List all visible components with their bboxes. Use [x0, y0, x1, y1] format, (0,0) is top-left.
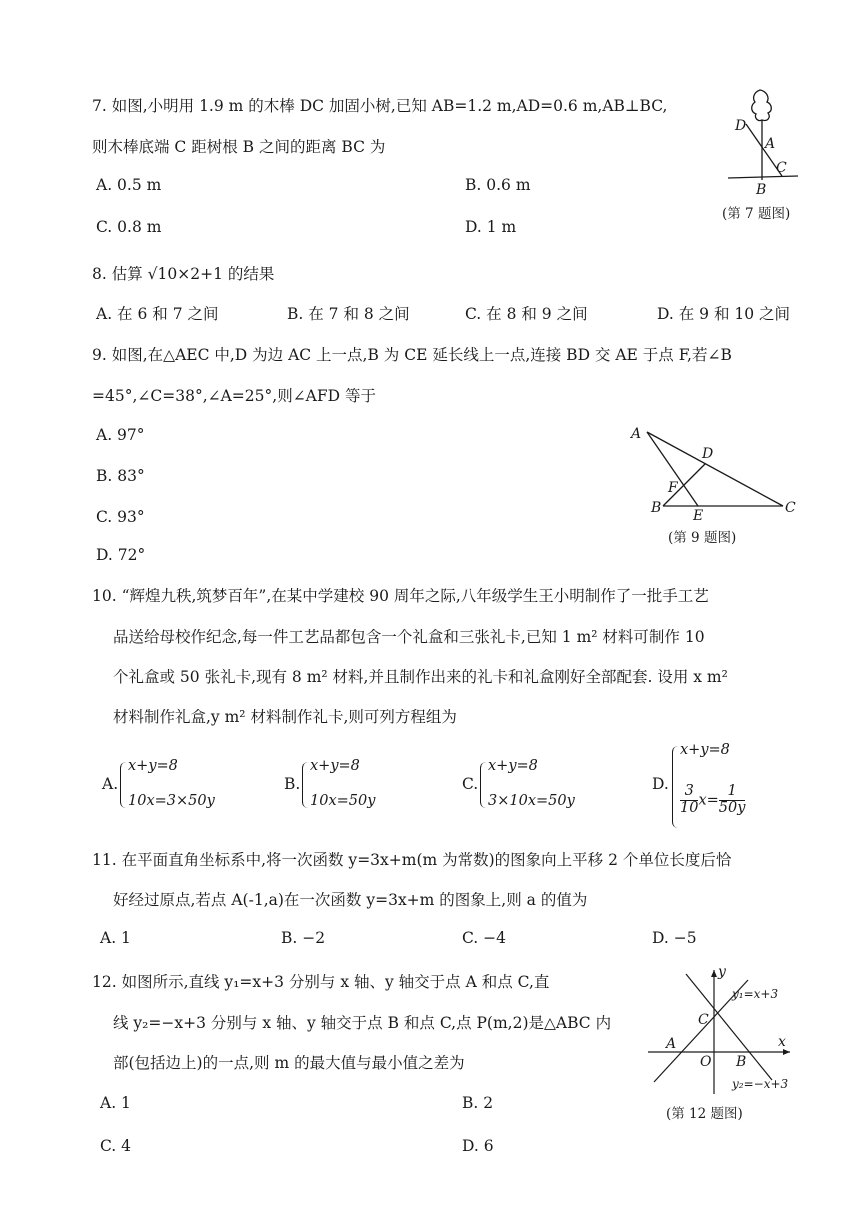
q12-fig-label-y1: y₁=x+3 — [732, 987, 779, 1001]
q10-option-d-eq1: x+y=8 — [680, 742, 730, 758]
tree-crown-shape — [752, 90, 772, 121]
q12-fig-label-a: A — [666, 1036, 677, 1052]
q12-option-c: C. 4 — [100, 1137, 132, 1155]
q9-fig-label-a: A — [631, 426, 642, 442]
q10-line2: 品送给母校作纪念,每一件工艺品都包含一个礼盒和三张礼卡,已知 1 m² 材料可制作 10 — [113, 628, 705, 646]
fraction-right: $\frac{1}{50y}$ — [718, 783, 746, 816]
q12-fig-label-b: B — [736, 1054, 747, 1070]
q11-line1: 11. 在平面直角坐标系中,将一次函数 y=3x+m(m 为常数)的图象向上平移 2 个单位长度后恰 — [92, 851, 732, 869]
q11-line2: 好经过原点,若点 A(-1,a)在一次函数 y=3x+m 的图象上,则 a 的值为 — [113, 891, 588, 909]
q12-fig-label-y2: y₂=−x+3 — [732, 1077, 789, 1091]
q9-option-d: D. 72° — [96, 546, 146, 564]
q12-line2: 线 y₂=−x+3 分别与 x 轴、y 轴交于点 B 和点 C,点 P(m,2)是△ABC 内 — [113, 1014, 612, 1032]
q12-fig-label-o: O — [700, 1054, 712, 1070]
q8-option-d: D. 在 9 和 10 之间 — [657, 305, 791, 323]
q12-fig-label-y: y — [718, 966, 726, 980]
q10-option-c-eq1: x+y=8 — [488, 758, 538, 774]
q8-option-c: C. 在 8 和 9 之间 — [465, 305, 588, 323]
q9-fig-label-c: C — [785, 500, 796, 516]
q11-option-b: B. −2 — [281, 929, 326, 947]
q7-fig-label-c: C — [776, 160, 787, 176]
q9-line1: 9. 如图,在△AEC 中,D 为边 AC 上一点,B 为 CE 延长线上一点,连接 BD 交 AE 于点 F,若∠B — [92, 346, 732, 364]
q10-line1: 10. “辉煌九秩,筑梦百年”,在某中学建校 90 周年之际,八年级学生王小明制作了一批手工艺 — [92, 587, 709, 605]
q10-option-c-label: C. — [462, 775, 479, 793]
q9-fig-label-f: F — [668, 480, 678, 496]
q8-option-b: B. 在 7 和 8 之间 — [287, 305, 410, 323]
q11-option-a: A. 1 — [100, 929, 131, 947]
q9-option-c: C. 93° — [96, 508, 145, 526]
q7-figure-tree — [718, 84, 808, 196]
q10-option-a-eq2: 10x=3×50y — [128, 793, 215, 809]
q9-figure-triangle — [625, 420, 805, 520]
q9-option-b: B. 83° — [96, 467, 145, 485]
fraction-left: $\frac{3}{10}$ — [680, 783, 699, 816]
q10-option-d-brace — [672, 746, 679, 828]
q12-option-d: D. 6 — [462, 1137, 494, 1155]
q10-option-d-label: D. — [652, 775, 669, 793]
q7-line2: 则木棒底端 C 距树根 B 之间的距离 BC 为 — [92, 138, 386, 156]
q9-line2: =45°,∠C=38°,∠A=25°,则∠AFD 等于 — [92, 387, 376, 405]
q10-line3: 个礼盒或 50 张礼卡,现有 8 m² 材料,并且制作出来的礼卡和礼盒刚好全部配套. 设用 x m² — [113, 668, 728, 686]
q10-option-b-eq2: 10x=50y — [310, 793, 376, 809]
q10-option-a-label: A. — [102, 775, 119, 793]
q8-line1: 8. 估算 √10×2+1 的结果 — [92, 265, 275, 283]
q12-caption: (第 12 题图) — [666, 1106, 743, 1122]
q12-line1: 12. 如图所示,直线 y₁=x+3 分别与 x 轴、y 轴交于点 A 和点 C,直 — [92, 973, 550, 991]
q12-fig-label-x: x — [778, 1034, 786, 1050]
q7-caption: (第 7 题图) — [722, 206, 791, 222]
ground-line — [728, 176, 798, 178]
q10-option-a-brace — [120, 762, 127, 808]
q7-option-d: D. 1 m — [465, 218, 517, 236]
q11-option-d: D. −5 — [652, 929, 697, 947]
q10-option-b-label: B. — [284, 775, 301, 793]
q12-option-a: A. 1 — [100, 1094, 131, 1112]
q10-option-b-eq1: x+y=8 — [310, 758, 360, 774]
q7-fig-label-a: A — [765, 136, 776, 152]
q12-line3: 部(包括边上)的一点,则 m 的最大值与最小值之差为 — [113, 1054, 465, 1072]
q10-option-c-eq2: 3×10x=50y — [488, 793, 575, 809]
q7-fig-label-d: D — [735, 118, 747, 134]
q8-option-a: A. 在 6 和 7 之间 — [96, 305, 219, 323]
q9-fig-label-b: B — [651, 500, 662, 516]
q10-option-d-eq2: $\frac{3}{10}$ x= $\frac{1}{50y}$ — [680, 783, 746, 816]
q9-fig-label-d: D — [702, 446, 714, 462]
q10-option-a-eq1: x+y=8 — [128, 758, 178, 774]
q7-option-a: A. 0.5 m — [96, 176, 162, 194]
q10-line4: 材料制作礼盒,y m² 材料制作礼卡,则可列方程组为 — [113, 708, 457, 726]
q12-fig-label-c: C — [698, 1012, 709, 1028]
q11-option-c: C. −4 — [462, 929, 507, 947]
q10-option-b-brace — [302, 762, 309, 808]
q9-option-a: A. 97° — [96, 426, 145, 444]
q10-option-c-brace — [480, 762, 487, 808]
q7-line1: 7. 如图,小明用 1.9 m 的木棒 DC 加固小树,已知 AB=1.2 m,AD=0.6 m,AB⊥BC, — [92, 97, 668, 115]
q12-option-b: B. 2 — [462, 1094, 494, 1112]
q12-figure-coordinate-plane — [638, 966, 798, 1096]
q7-option-c: C. 0.8 m — [96, 218, 162, 236]
q7-option-b: B. 0.6 m — [465, 176, 531, 194]
q9-fig-label-e: E — [693, 508, 704, 520]
y-axis-arrow — [711, 970, 717, 977]
q9-caption: (第 9 题图) — [668, 530, 737, 546]
q7-fig-label-b: B — [756, 182, 767, 196]
